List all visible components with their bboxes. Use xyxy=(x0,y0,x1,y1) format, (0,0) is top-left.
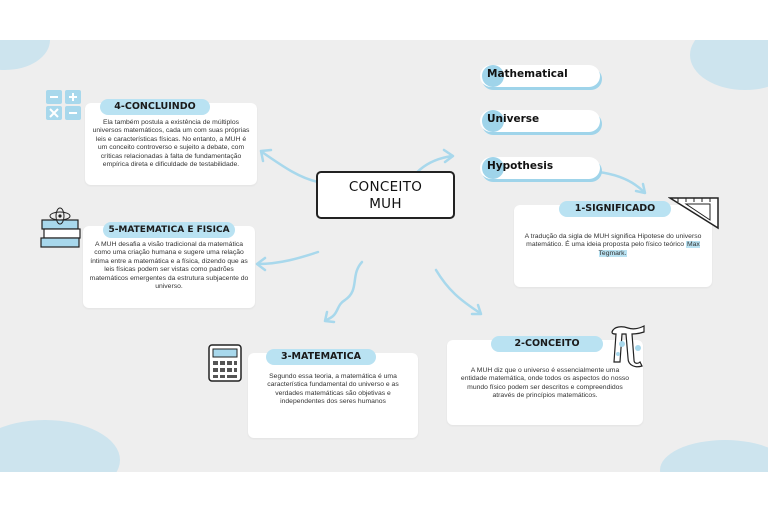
acronym-item-mathematical xyxy=(480,65,600,87)
card-matematica xyxy=(248,353,418,438)
card-matematica-text: Segundo essa teoria, a matemática é uma característica fundamental do universo e as verdades matemáticas são objetivas e independentes dos seres humanos xyxy=(267,373,399,406)
pill-matematica-fisica: 5-MATEMATICA E FISICA xyxy=(103,222,235,238)
acronym-item-universe xyxy=(480,110,600,132)
central-title-line2: MUH xyxy=(369,196,402,212)
central-title-line1: CONCEITO xyxy=(348,179,423,195)
atom-books-icon xyxy=(38,206,84,252)
arrow-to-concluindo xyxy=(262,152,318,182)
arrow-to-matematica xyxy=(326,262,362,320)
pill-conceito: 2-CONCEITO xyxy=(491,336,603,352)
pill-matematica: 3-MATEMATICA xyxy=(266,349,376,365)
significado-highlight: Max Tegmark. xyxy=(598,241,700,257)
math-operators-icon xyxy=(44,88,84,122)
pill-concluindo: 4-CONCLUINDO xyxy=(100,99,210,115)
card-concluindo-text: Ela também postula a existência de múltiplos universos matemáticos, cada um com suas próprias leis e características físicas. No entanto, a MUH é um conceito controverso e sujeito a debate, com críticas relacionadas à falta de fundamentação empírica direta e dificuldade de testabilidade. xyxy=(92,119,250,169)
central-concept-box xyxy=(316,171,455,219)
acronym-label: Universe xyxy=(487,113,540,125)
arrow-to-significado xyxy=(598,172,644,192)
card-concluindo xyxy=(85,103,257,185)
arrow-to-conceito xyxy=(436,270,480,313)
card-conceito-text: A MUH diz que o universo é essencialmente uma entidade matemática, onde todos os aspectos do nosso mundo físico podem ser descritos e compreendidos através de princípios matemáticos. xyxy=(460,367,630,400)
card-matematica-fisica xyxy=(83,226,255,308)
significado-body: A tradução da sigla de MUH significa Hipotese do universo matemático. É uma ideia proposta pelo físico teórico xyxy=(524,233,702,249)
card-significado-text xyxy=(524,233,702,258)
pill-significado: 1-SIGNIFICADO xyxy=(559,201,671,217)
acronym-item-hypothesis xyxy=(480,157,600,179)
central-concept-title xyxy=(318,179,453,213)
card-matematica-fisica-text: A MUH desafia a visão tradicional da matemática como uma criação humana e sugere uma relação íntima entre a matemática e a física, dizendo que as leis físicas podem ser vistas como padrões matemáticos emergentes da estrutura subjacente do universo. xyxy=(89,241,249,291)
acronym-label: Hypothesis xyxy=(487,160,554,172)
ruler-triangle-icon xyxy=(668,194,720,230)
acronym-label: Mathematical xyxy=(487,68,568,80)
pi-symbol-icon xyxy=(608,322,648,368)
arrow-to-matematica-fisica xyxy=(258,252,318,264)
calculator-icon xyxy=(206,343,244,383)
